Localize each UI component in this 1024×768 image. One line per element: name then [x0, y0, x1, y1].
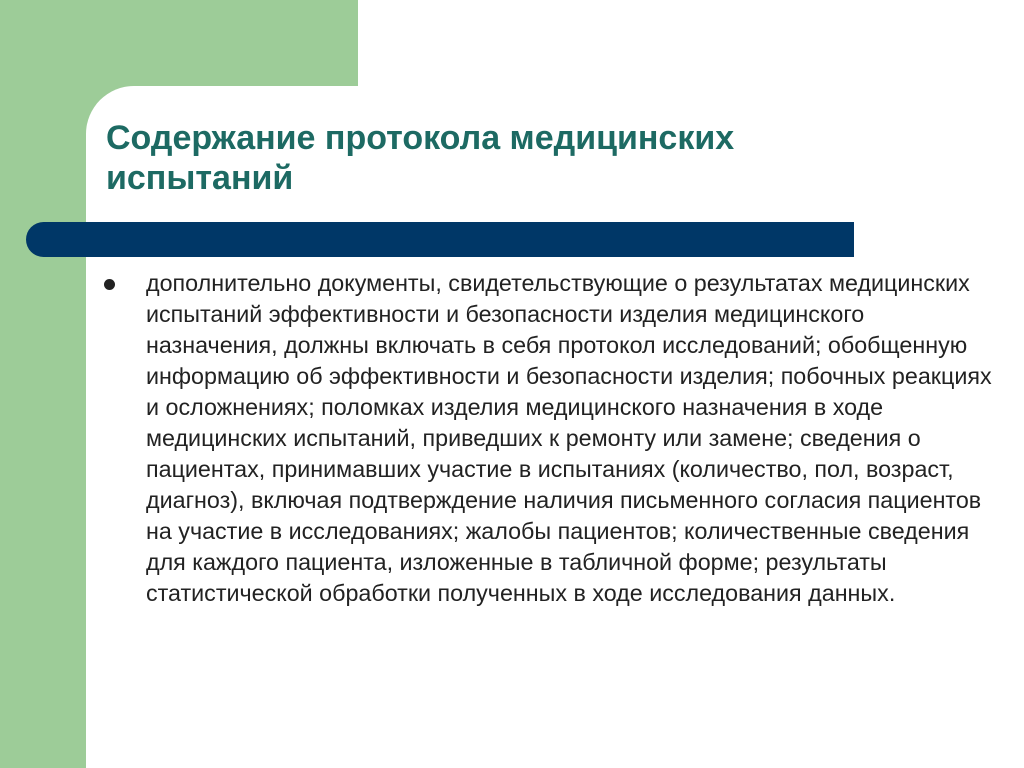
title-divider-bar	[26, 222, 854, 257]
bullet-text: дополнительно документы, свидетельствующие о результатах медицинских испытаний эффективности и безопасности изделия медицинского назначения, должны включать в себя протокол исследований; обобщенную информацию об эффективности и безопасности изделия; побочных реакциях и осложнениях; поломках изделия медицинского назначения в ходе медицинских испытаний, приведших к ремонту или замене; сведения о пациентах, принимавших участие в испытаниях (количество, пол, возраст, диагноз), включая подтверждение наличия письменного согласия пациентов на участие в исследованиях; жалобы пациентов; количественные сведения для каждого пациента, изложенные в табличной форме; результаты статистической обработки полученных в ходе исследования данных.	[146, 270, 992, 606]
bullet-list	[104, 268, 994, 609]
bullet-dot-icon	[104, 279, 115, 290]
slide-title: Содержание протокола медицинских испытаний	[106, 119, 735, 197]
bullet-item	[104, 268, 994, 609]
